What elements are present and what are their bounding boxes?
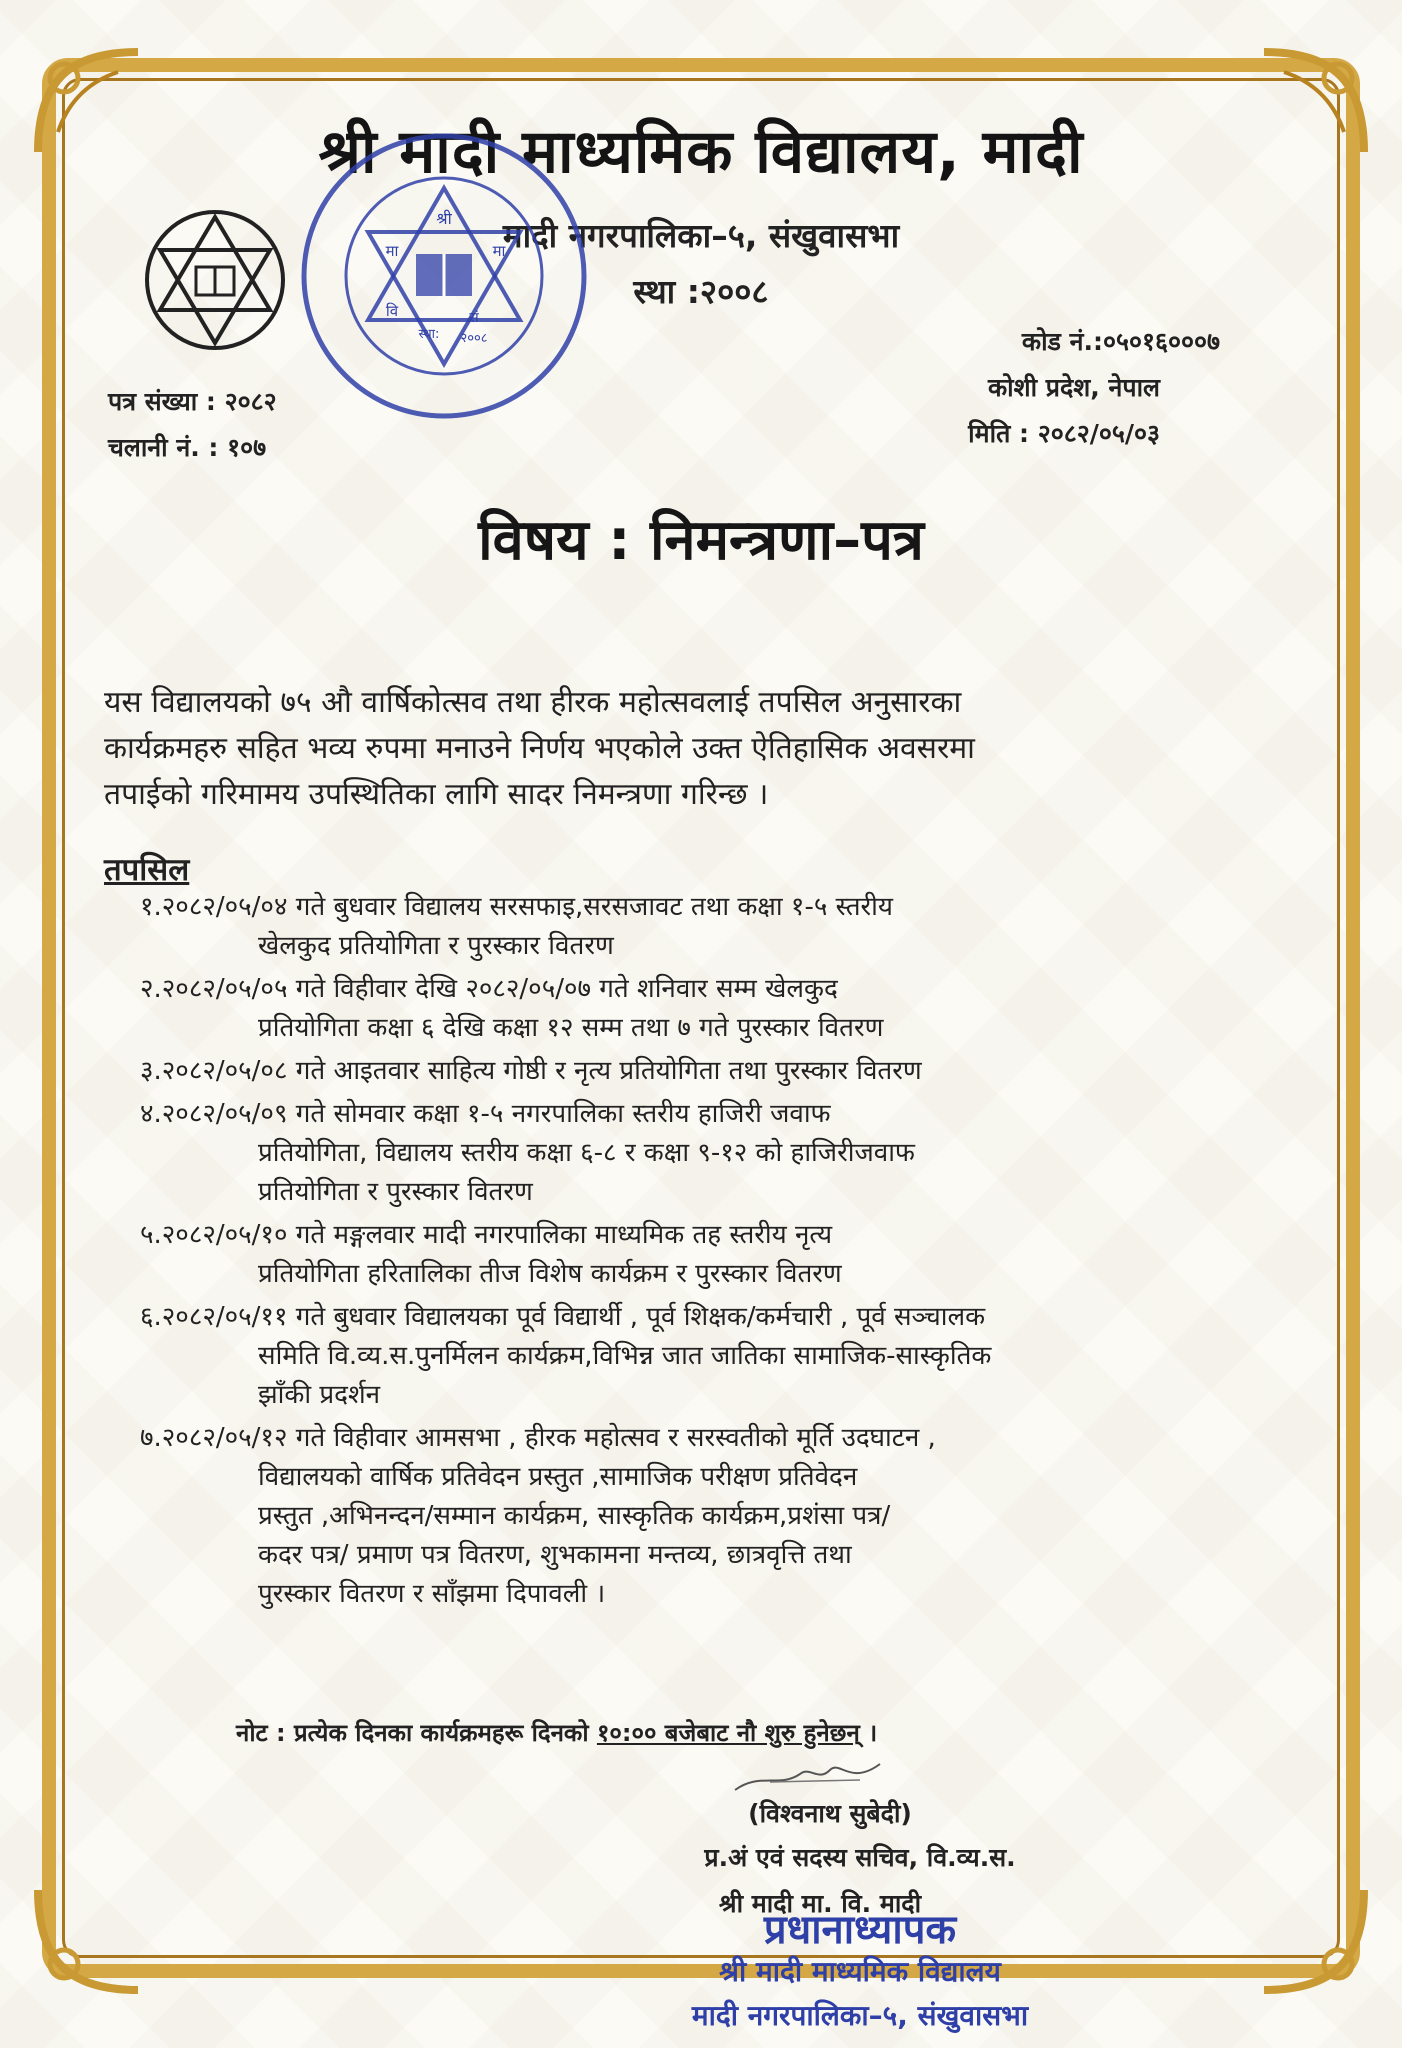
list-item xyxy=(140,888,1320,966)
paragraph-line: तपाईको गरिमामय उपस्थितिका लागि सादर निमन्त्रणा गरिन्छ । xyxy=(104,777,769,812)
letter-number: पत्र संख्या : २०८२ xyxy=(108,387,277,416)
item-line: ३.२०८२/०५/०८ गते आइतवार साहित्य गोष्ठी र नृत्य प्रतियोगिता तथा पुरस्कार वितरण xyxy=(140,1056,922,1086)
seal-letter-left: मा xyxy=(385,242,399,260)
item-line: २.२०८२/०५/०५ गते विहीवार देखि २०८२/०५/०७ गते शनिवार सम्म खेलकुद xyxy=(140,974,838,1004)
item-line: ६.२०८२/०५/११ गते बुधवार विद्यालयका पूर्व विद्यार्थी , पूर्व शिक्षक/कर्मचारी , पूर्व सञ्चालक xyxy=(140,1302,986,1332)
code-number: कोड नं.:०५०१६०००७ xyxy=(1021,327,1220,356)
item-line: ७.२०८२/०५/१२ गते विहीवार आमसभा , हीरक महोत्सव र सरस्वतीको मूर्ति उदघाटन , xyxy=(140,1423,936,1453)
seal-letter-year: २००८ xyxy=(460,331,488,346)
note-prefix: नोट : प्रत्येक दिनका कार्यक्रमहरू दिनको xyxy=(236,1719,589,1747)
signature-scribble-icon xyxy=(730,1752,890,1802)
item-line: प्रतियोगिता र पुरस्कार वितरण xyxy=(258,1177,533,1207)
program-time-note xyxy=(236,1716,877,1749)
signatory-school: श्री मादी मा. वि. मादी xyxy=(718,1889,922,1918)
paragraph-line: यस विद्यालयको ७५ औ वार्षिकोत्सव तथा हीरक महोत्सवलाई तपसिल अनुसारका xyxy=(104,685,962,720)
schedule-heading: तपसिल xyxy=(104,852,190,888)
note-time: १०:०० बजेबाट नौ शुरु हुनेछन् xyxy=(596,1719,860,1747)
list-item xyxy=(140,1298,1320,1415)
invitation-paragraph xyxy=(104,680,1304,818)
seal-letter-est: स्था: xyxy=(418,327,440,342)
item-line: प्रतियोगिता, विद्यालय स्तरीय कक्षा ६-८ र कक्षा ९-१२ को हाजिरीजवाफ xyxy=(258,1138,915,1168)
item-line: विद्यालयको वार्षिक प्रतिवेदन प्रस्तुत ,सामाजिक परीक्षण प्रतिवेदन xyxy=(258,1462,858,1492)
item-line: समिति वि.व्य.स.पुनर्मिलन कार्यक्रम,विभिन्न जात जातिका सामाजिक-सास्कृतिक xyxy=(258,1341,992,1371)
item-line: झाँकी प्रदर्शन xyxy=(258,1380,381,1410)
letter-date: मिति : २०८२/०५/०३ xyxy=(968,419,1160,448)
list-item xyxy=(140,1216,1320,1294)
paragraph-line: कार्यक्रमहरु सहित भव्य रुपमा मनाउने निर्णय भएकोले उक्त ऐतिहासिक अवसरमा xyxy=(104,731,975,766)
school-address: मादी नगरपालिका–५, संखुवासभा xyxy=(502,216,900,255)
item-line: प्रस्तुत ,अभिनन्दन/सम्मान कार्यक्रम, सास्कृतिक कार्यक्रम,प्रशंसा पत्र/ xyxy=(258,1501,891,1531)
item-line: १.२०८२/०५/०४ गते बुधवार विद्यालय सरसफाइ,सरसजावट तथा कक्षा १-५ स्तरीय xyxy=(140,892,893,922)
item-line: प्रतियोगिता हरितालिका तीज विशेष कार्यक्रम र पुरस्कार वितरण xyxy=(258,1259,842,1289)
item-line: पुरस्कार वितरण र साँझमा दिपावली । xyxy=(258,1579,606,1609)
ornament-corner-bottom-left-icon xyxy=(28,1880,148,2000)
list-item xyxy=(140,1052,1320,1091)
seal-letter-top: श्री xyxy=(436,209,452,228)
item-line: ४.२०८२/०५/०९ गते सोमवार कक्षा १-५ नगरपालिका स्तरीय हाजिरी जवाफ xyxy=(140,1099,831,1129)
note-suffix: । xyxy=(859,1719,878,1747)
principal-stamp-address: मादी नगरपालिका–५, संखुवासभा xyxy=(691,1999,1029,2032)
letter-subject: विषय : निमन्त्रणा–पत्र xyxy=(478,508,924,573)
list-item xyxy=(140,970,1320,1048)
province: कोशी प्रदेश, नेपाल xyxy=(987,373,1160,402)
item-line: कदर पत्र/ प्रमाण पत्र वितरण, शुभकामना मन्तव्य, छात्रवृत्ति तथा xyxy=(258,1540,852,1570)
book-star-emblem-icon xyxy=(140,205,290,355)
seal-letter-sam: सं xyxy=(469,310,479,326)
principal-stamp-title: प्रधानाध्यापक xyxy=(763,1907,957,1953)
ornament-corner-bottom-right-icon xyxy=(1254,1880,1374,2000)
item-line: प्रतियोगिता कक्षा ६ देखि कक्षा १२ सम्म तथा ७ गते पुरस्कार वितरण xyxy=(258,1013,884,1043)
principal-stamp-school: श्री मादी माध्यमिक विद्यालय xyxy=(719,1955,1001,1988)
seal-letter-right: मा xyxy=(492,242,506,260)
dispatch-number: चलानी नं. : १०७ xyxy=(108,433,267,462)
school-name-title: श्री मादी माध्यमिक विद्यालय, मादी xyxy=(318,117,1084,187)
school-seal-stamp-icon xyxy=(294,126,594,426)
item-line: खेलकुद प्रतियोगिता र पुरस्कार वितरण xyxy=(258,931,614,961)
item-line: ५.२०८२/०५/१० गते मङ्गलवार मादी नगरपालिका माध्यमिक तह स्तरीय नृत्य xyxy=(140,1220,833,1250)
seal-letter-lower-left: वि xyxy=(385,302,399,320)
signatory-designation: प्र.अं एवं सदस्य सचिव, वि.व्य.स. xyxy=(704,1843,1016,1872)
signatory-name: (विश्वनाथ सुबेदी) xyxy=(748,1799,912,1828)
list-item xyxy=(140,1095,1320,1212)
schedule-list xyxy=(140,888,1320,1618)
established-year: स्था :२००८ xyxy=(633,272,769,311)
list-item xyxy=(140,1419,1320,1614)
